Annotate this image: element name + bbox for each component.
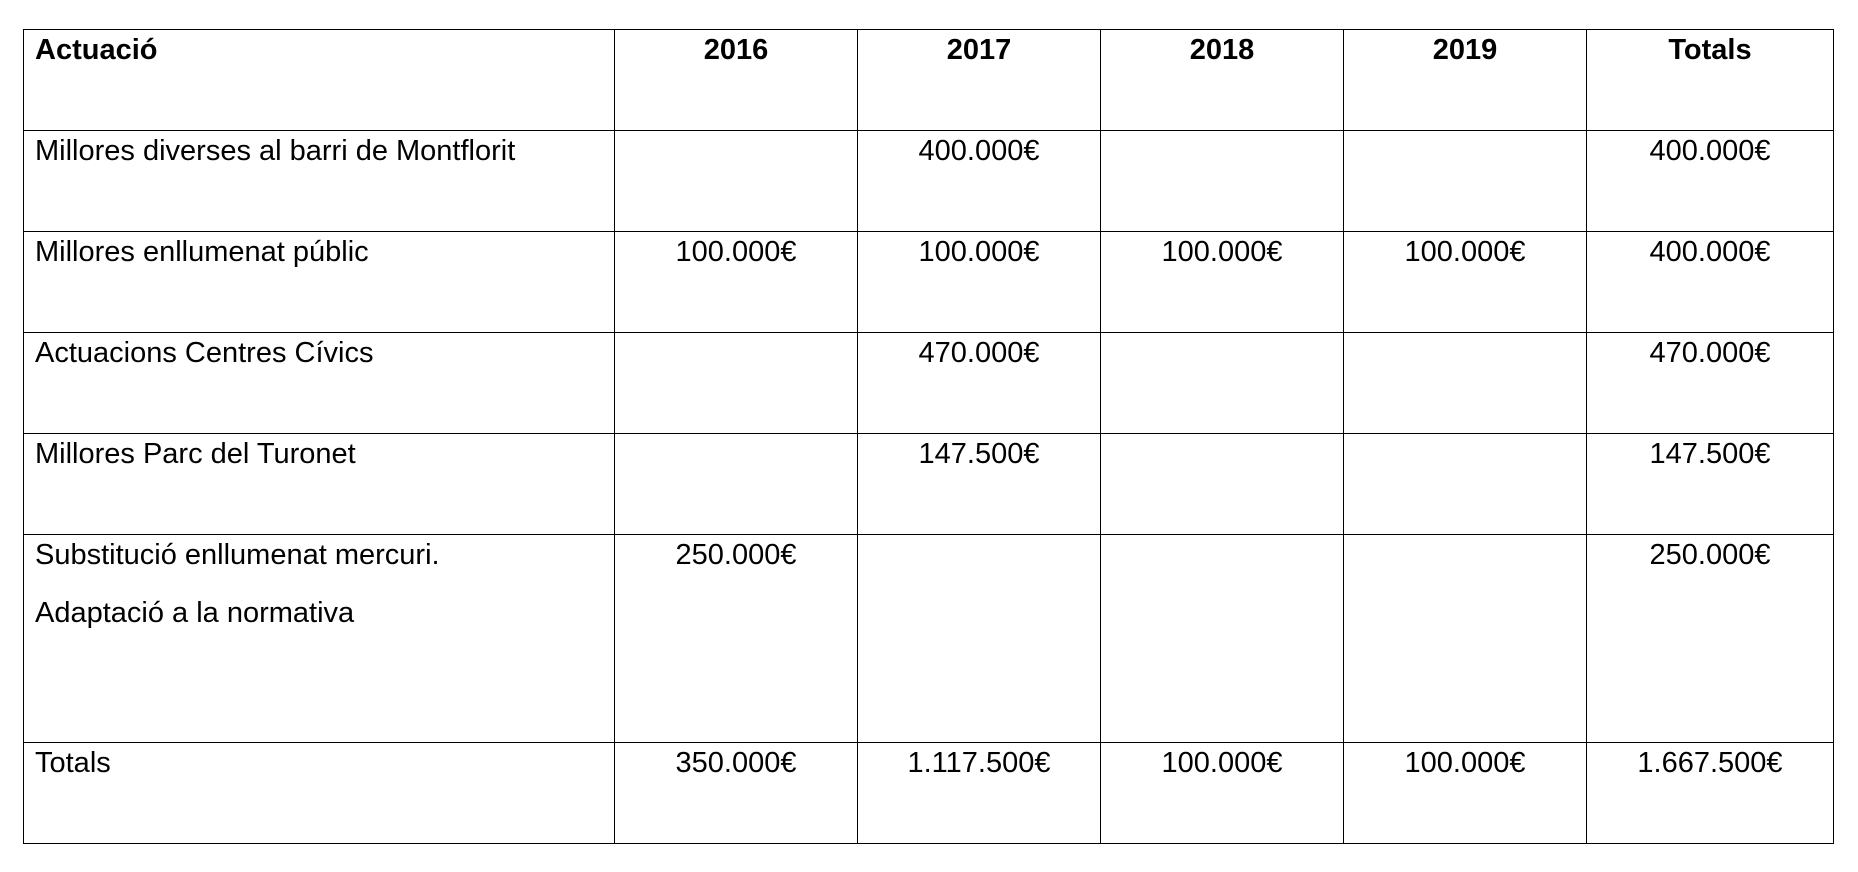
row-2018	[1101, 535, 1344, 743]
table-header-row	[24, 30, 1834, 131]
row-2017: 400.000€	[858, 131, 1101, 232]
totals-2019: 100.000€	[1344, 743, 1587, 844]
row-name	[24, 232, 615, 333]
row-name-text-line2: Adaptació a la normativa	[35, 597, 355, 629]
row-2016	[615, 434, 858, 535]
header-2018: 2018	[1101, 30, 1344, 131]
budget-table	[23, 29, 1834, 844]
table-row	[24, 535, 1834, 743]
header-2016: 2016	[615, 30, 858, 131]
table-row	[24, 131, 1834, 232]
row-2016	[615, 333, 858, 434]
totals-2018: 100.000€	[1101, 743, 1344, 844]
row-2018: 100.000€	[1101, 232, 1344, 333]
row-name-text: Substitució enllumenat mercuri.	[35, 539, 440, 571]
row-total: 250.000€	[1587, 535, 1834, 743]
row-2019	[1344, 131, 1587, 232]
row-2019	[1344, 333, 1587, 434]
header-actuacio: Actuació	[24, 30, 615, 131]
row-name	[24, 434, 615, 535]
row-2018	[1101, 131, 1344, 232]
row-2018	[1101, 434, 1344, 535]
row-name-text: Millores diverses al barri de Montflorit	[35, 135, 516, 167]
row-2019	[1344, 434, 1587, 535]
table-row	[24, 232, 1834, 333]
header-2017: 2017	[858, 30, 1101, 131]
row-2019: 100.000€	[1344, 232, 1587, 333]
totals-2016: 350.000€	[615, 743, 858, 844]
row-2016	[615, 131, 858, 232]
row-name-text: Millores Parc del Turonet	[35, 438, 356, 470]
row-total: 470.000€	[1587, 333, 1834, 434]
totals-label: Totals	[24, 743, 615, 844]
row-2017	[858, 535, 1101, 743]
row-total: 147.500€	[1587, 434, 1834, 535]
row-total: 400.000€	[1587, 232, 1834, 333]
header-totals: Totals	[1587, 30, 1834, 131]
totals-row	[24, 743, 1834, 844]
row-name-text: Actuacions Centres Cívics	[35, 337, 374, 369]
row-2019	[1344, 535, 1587, 743]
row-name	[24, 535, 615, 743]
row-2016: 100.000€	[615, 232, 858, 333]
row-2017: 100.000€	[858, 232, 1101, 333]
table-row	[24, 434, 1834, 535]
header-2019: 2019	[1344, 30, 1587, 131]
row-name	[24, 333, 615, 434]
totals-grand-total: 1.667.500€	[1587, 743, 1834, 844]
row-2017: 470.000€	[858, 333, 1101, 434]
table-row	[24, 333, 1834, 434]
row-2016: 250.000€	[615, 535, 858, 743]
row-name	[24, 131, 615, 232]
row-2017: 147.500€	[858, 434, 1101, 535]
row-2018	[1101, 333, 1344, 434]
row-name-text: Millores enllumenat públic	[35, 236, 369, 268]
totals-2017: 1.117.500€	[858, 743, 1101, 844]
row-total: 400.000€	[1587, 131, 1834, 232]
